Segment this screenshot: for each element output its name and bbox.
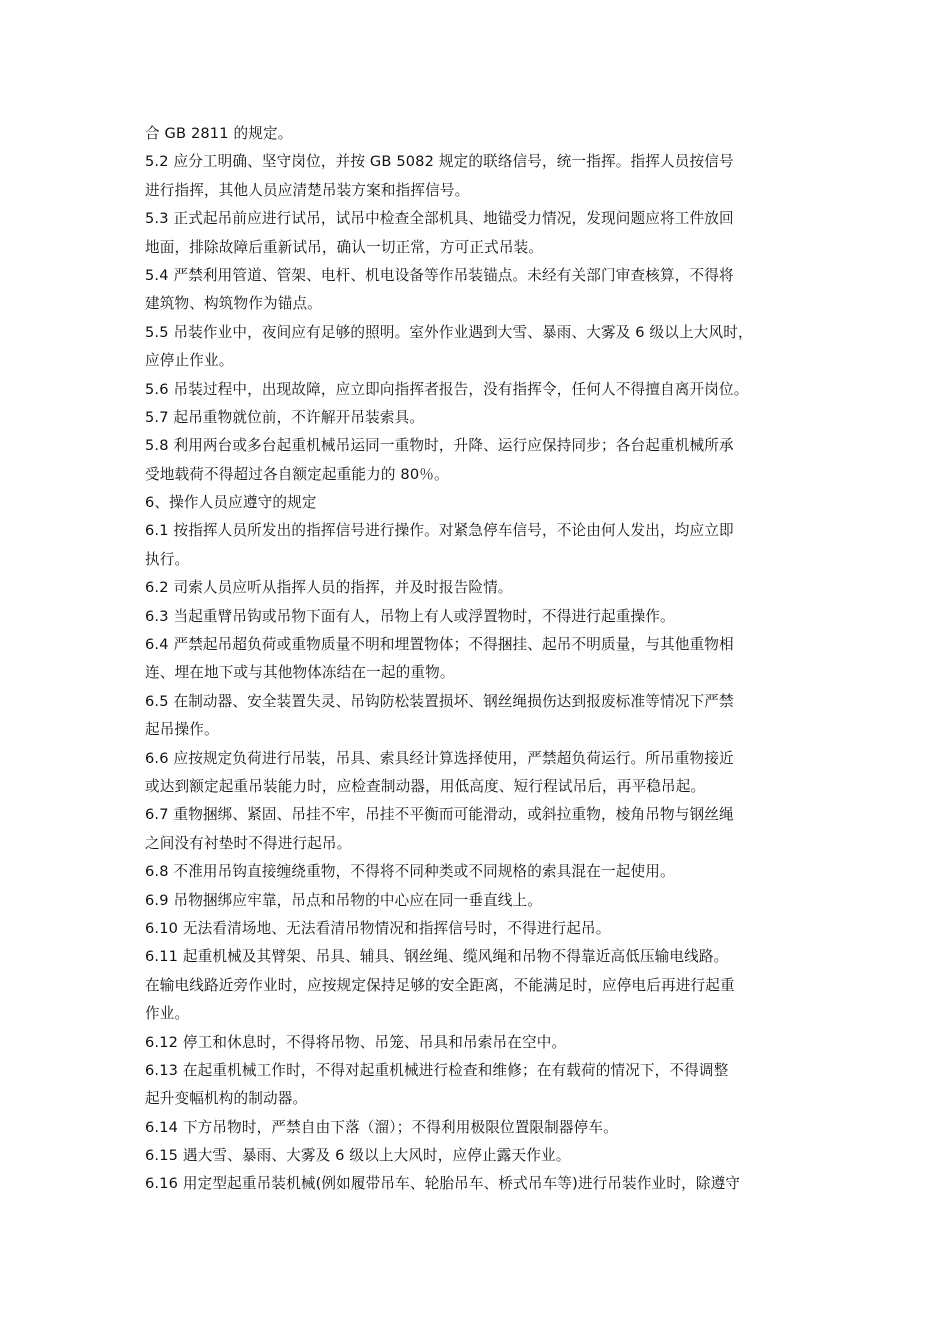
text-line: 5.3 正式起吊前应进行试吊，试吊中检查全部机具、地锚受力情况，发现问题应将工件放回 xyxy=(145,210,734,228)
document-body xyxy=(145,120,810,1199)
text-line: 6.11 起重机械及其臂架、吊具、辅具、钢丝绳、缆风绳和吊物不得靠近高低压输电线路。 xyxy=(145,948,729,966)
text-line: 地面，排除故障后重新试吊，确认一切正常，方可正式吊装。 xyxy=(145,238,544,256)
text-line: 6.9 吊物捆绑应牢靠，吊点和吊物的中心应在同一垂直线上。 xyxy=(145,891,543,909)
text-line: 5.2 应分工明确、坚守岗位，并按 GB 5082 规定的联络信号，统一指挥。指挥人员按信号 xyxy=(145,153,734,171)
text-line: 6.10 无法看清场地、无法看清吊物情况和指挥信号时，不得进行起吊。 xyxy=(145,919,611,937)
text-line: 5.5 吊装作业中，夜间应有足够的照明。室外作业遇到大雪、暴雨、大雾及 6 级以上大风时， xyxy=(145,323,753,341)
text-line: 执行。 xyxy=(145,550,190,568)
text-line: 5.8 利用两台或多台起重机械吊运同一重物时，升降、运行应保持同步；各台起重机械所承 xyxy=(145,437,734,455)
text-line: 或达到额定起重吊装能力时，应检查制动器，用低高度、短行程试吊后，再平稳吊起。 xyxy=(145,777,706,795)
text-line: 6.14 下方吊物时，严禁自由下落（溜）；不得利用极限位置限制器停车。 xyxy=(145,1118,618,1136)
text-line: 受地载荷不得超过各自额定起重能力的 80％。 xyxy=(145,465,449,483)
text-line: 5.4 严禁利用管道、管架、电杆、机电设备等作吊装锚点。未经有关部门审查核算，不得将 xyxy=(145,266,734,284)
text-line: 6.8 不准用吊钩直接缠绕重物，不得将不同种类或不同规格的索具混在一起使用。 xyxy=(145,863,675,881)
text-line: 在输电线路近旁作业时，应按规定保持足够的安全距离，不能满足时，应停电后再进行起重 xyxy=(145,976,735,994)
text-line: 建筑物、构筑物作为锚点。 xyxy=(145,295,322,313)
text-line: 6.2 司索人员应听从指挥人员的指挥，并及时报告险情。 xyxy=(145,579,513,597)
text-line: 应停止作业。 xyxy=(145,352,234,370)
text-line: 合 GB 2811 的规定。 xyxy=(145,125,293,142)
text-line: 5.6 吊装过程中，出现故障，应立即向指挥者报告，没有指挥令，任何人不得擅自离开岗位。 xyxy=(145,380,749,398)
text-line: 6.16 用定型起重吊装机械(例如履带吊车、轮胎吊车、桥式吊车等)进行吊装作业时，除遵守 xyxy=(145,1175,741,1193)
text-line: 之间没有衬垫时不得进行起吊。 xyxy=(145,834,352,852)
section-heading: 6、操作人员应遵守的规定 xyxy=(145,494,317,512)
text-line: 6.13 在起重机械工作时，不得对起重机械进行检查和维修；在有载荷的情况下，不得调整 xyxy=(145,1061,729,1079)
text-line: 进行指挥，其他人员应清楚吊装方案和指挥信号。 xyxy=(145,181,470,199)
text-line: 6.1 按指挥人员所发出的指挥信号进行操作。对紧急停车信号，不论由何人发出，均应立即 xyxy=(145,522,734,540)
text-line: 6.6 应按规定负荷进行吊装，吊具、索具经计算选择使用，严禁超负荷运行。所吊重物接近 xyxy=(145,749,734,767)
text-line: 6.15 遇大雪、暴雨、大雾及 6 级以上大风时，应停止露天作业。 xyxy=(145,1147,571,1165)
text-line: 6.7 重物捆绑、紧固、吊挂不牢，吊挂不平衡而可能滑动，或斜拉重物，棱角吊物与钢丝绳 xyxy=(145,806,734,824)
text-line: 6.5 在制动器、安全装置失灵、吊钩防松装置损坏、钢丝绳损伤达到报废标准等情况下严禁 xyxy=(145,692,734,710)
text-line: 连、埋在地下或与其他物体冻结在一起的重物。 xyxy=(145,664,455,682)
text-line: 起吊操作。 xyxy=(145,721,219,739)
text-line: 5.7 起吊重物就位前，不许解开吊装索具。 xyxy=(145,408,425,426)
text-line: 6.3 当起重臂吊钩或吊物下面有人，吊物上有人或浮置物时，不得进行起重操作。 xyxy=(145,607,675,625)
text-line: 6.12 停工和休息时，不得将吊物、吊笼、吊具和吊索吊在空中。 xyxy=(145,1033,567,1051)
text-line: 6.4 严禁起吊超负荷或重物质量不明和埋置物体；不得捆挂、起吊不明质量，与其他重物相 xyxy=(145,636,734,654)
text-line: 起升变幅机构的制动器。 xyxy=(145,1090,308,1108)
text-line: 作业。 xyxy=(145,1005,190,1023)
